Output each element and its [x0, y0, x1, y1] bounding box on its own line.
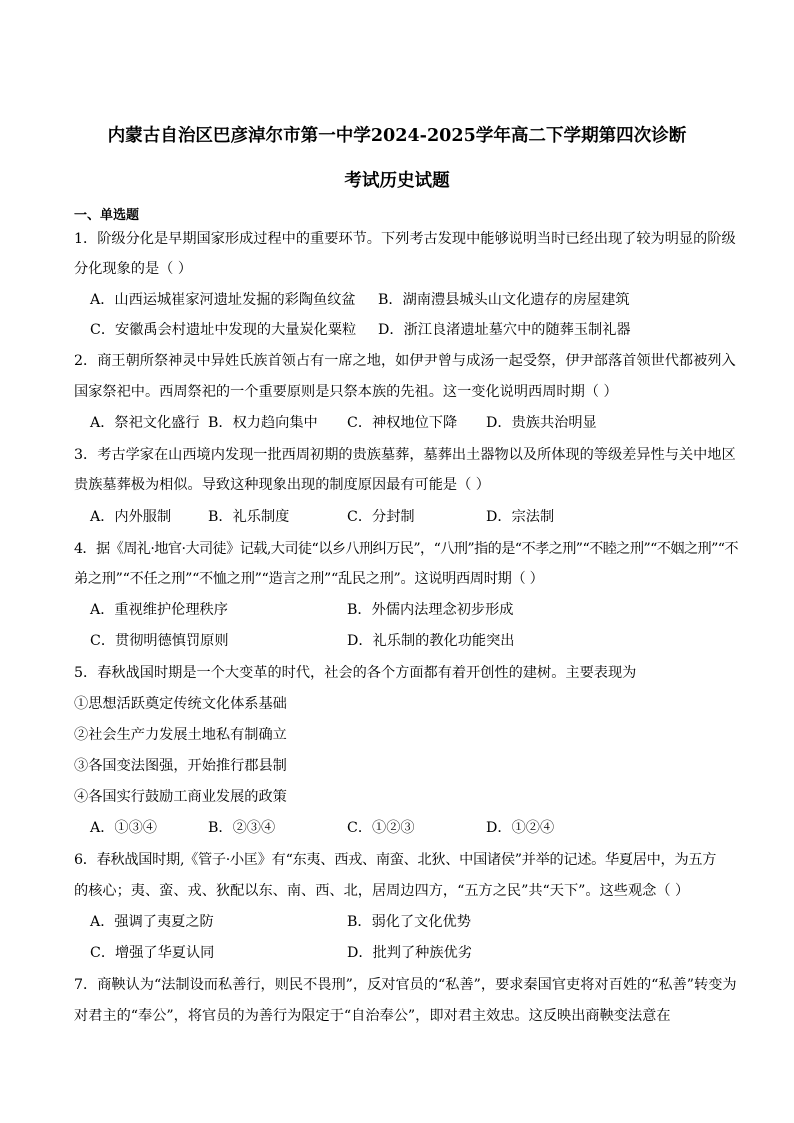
exam-title-line1: 内蒙古自治区巴彦淖尔市第一中学2024-2025学年高二下学期第四次诊断: [107, 126, 687, 146]
q5-statement-3: ③各国变法图强，开始推行郡县制: [74, 758, 287, 774]
q1-option-c[interactable]: C．安徽禹会村遗址中发现的大量炭化粟粒: [90, 322, 357, 338]
q6-option-d[interactable]: D．批判了种族优劣: [347, 945, 472, 961]
q4-stem-line1: 4．据《周礼·地官·大司徒》记载,大司徒“以乡八刑纠万民”，“八刑”指的是“不孝之刑”“不睦之刑”“不姻之刑”“不: [74, 541, 739, 557]
q3-option-c[interactable]: C．分封制: [347, 509, 415, 525]
q3-option-a[interactable]: A．内外服制: [90, 509, 172, 525]
q2-stem-line1: 2．商王朝所祭神灵中异姓氏族首领占有一席之地，如伊尹曾与成汤一起受祭，伊尹部落首领世代都被列入: [74, 353, 736, 369]
q2-stem-line2: 国家祭祀中。西周祭祀的一个重要原则是只祭本族的先祖。这一变化说明西周时期（ ）: [74, 384, 618, 400]
q4-stem-line2: 弟之刑”“不任之刑”“不恤之刑”“造言之刑”“乱民之刑”。这说明西周时期（ ）: [74, 571, 544, 587]
q4-option-b[interactable]: B．外儒内法理念初步形成: [347, 602, 514, 618]
q5-option-c[interactable]: C．①②③: [347, 820, 415, 836]
q6-option-b[interactable]: B．弱化了文化优势: [347, 914, 471, 930]
q4-option-d[interactable]: D．礼乐制的教化功能突出: [347, 633, 515, 649]
q3-stem-line1: 3．考古学家在山西境内发现一批西周初期的贵族墓葬，墓葬出土器物以及所体现的等级差异性与关中地区: [74, 447, 736, 463]
q3-stem-line2: 贵族墓葬极为相似。导致这种现象出现的制度原因最有可能是（ ）: [74, 477, 490, 493]
q1-option-b[interactable]: B．湖南澧县城头山文化遗存的房屋建筑: [378, 292, 630, 308]
exam-title-line2: 考试历史试题: [344, 171, 450, 191]
q5-stem-line1: 5．春秋战国时期是一个大变革的时代，社会的各个方面都有着开创性的建树。主要表现为: [74, 665, 637, 681]
q1-option-d[interactable]: D．浙江良渚遗址墓穴中的随葬玉制礼器: [378, 322, 631, 338]
q5-option-d[interactable]: D．①②④: [486, 820, 555, 836]
q7-stem-line2: 对君主的“奉公”，将官员的为善行为限定于“自治奉公”，即对君主效忠。这反映出商鞅变法意在: [74, 1008, 671, 1024]
q5-option-b[interactable]: B．②③④: [208, 820, 276, 836]
q2-option-c[interactable]: C．神权地位下降: [347, 415, 458, 431]
q6-stem-line1: 6．春秋战国时期,《管子·小匡》有“东夷、西戎、南蛮、北狄、中国诸侯”并举的记述。华夏居中，为五方: [74, 852, 717, 868]
q6-stem-line2: 的核心；夷、蛮、戎、狄配以东、南、西、北，居周边四方，“五方之民”共“天下”。这些观念（ ）: [74, 883, 690, 899]
section-heading: 一、单选题: [74, 208, 140, 223]
q2-option-a[interactable]: A．祭祀文化盛行: [90, 415, 200, 431]
q4-option-a[interactable]: A．重视维护伦理秩序: [90, 602, 228, 618]
q5-statement-4: ④各国实行鼓励工商业发展的政策: [74, 789, 287, 805]
q4-option-c[interactable]: C．贯彻明德慎罚原则: [90, 633, 229, 649]
q7-stem-line1: 7．商鞅认为“法制设而私善行，则民不畏刑”，反对官员的“私善”，要求秦国官吏将对百姓的“私善”转变为: [74, 977, 737, 993]
q2-option-b[interactable]: B．权力趋向集中: [208, 415, 318, 431]
q5-option-a[interactable]: A．①③④: [90, 820, 157, 836]
q6-option-a[interactable]: A．强调了夷夏之防: [90, 914, 214, 930]
q2-option-d[interactable]: D．贵族共治明显: [486, 415, 597, 431]
q3-option-b[interactable]: B．礼乐制度: [208, 509, 290, 525]
q6-option-c[interactable]: C．增强了华夏认同: [90, 945, 215, 961]
q3-option-d[interactable]: D．宗法制: [486, 509, 555, 525]
q5-statement-1: ①思想活跃奠定传统文化体系基础: [74, 696, 287, 712]
q1-option-a[interactable]: A．山西运城崔家河遗址发掘的彩陶鱼纹盆: [90, 292, 356, 308]
q1-stem-line1: 1．阶级分化是早期国家形成过程中的重要环节。下列考古发现中能够说明当时已经出现了较为明显的阶级: [74, 231, 736, 247]
q5-statement-2: ②社会生产力发展土地私有制确立: [74, 727, 287, 743]
q1-stem-line2: 分化现象的是（ ）: [74, 261, 193, 277]
